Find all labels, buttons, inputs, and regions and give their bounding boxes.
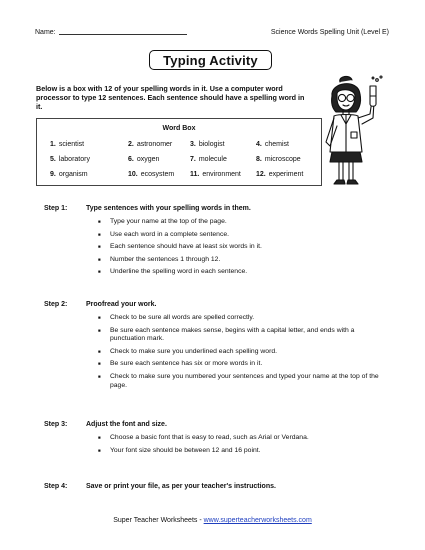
word-number: 4.	[256, 141, 262, 148]
word-number: 1.	[50, 141, 56, 148]
word-box-item	[50, 156, 90, 163]
bullet-item: ■ Check to be sure all words are spelled correctly.	[98, 314, 388, 323]
name-field	[35, 29, 187, 36]
footer	[0, 517, 425, 524]
step-1-heading: Type sentences with your spelling words in them.	[86, 205, 251, 212]
word-box-item	[50, 171, 88, 178]
step-2-heading: Proofread your work.	[86, 301, 157, 308]
word-box-item	[128, 171, 174, 178]
step-4-label: Step 4:	[44, 483, 68, 490]
bullet-item: ■ Choose a basic font that is easy to read, such as Arial or Verdana.	[98, 434, 388, 443]
word-text: oxygen	[136, 156, 160, 163]
bullet-item: ■ Your font size should be between 12 and 16 point.	[98, 447, 388, 456]
word-number: 10.	[128, 171, 138, 178]
step-3-label: Step 3:	[44, 421, 68, 428]
unit-label: Science Words Spelling Unit (Level E)	[270, 29, 389, 36]
word-box-title: Word Box	[162, 125, 196, 132]
footer-text: Super Teacher Worksheets -	[113, 517, 204, 524]
word-text: astronomer	[136, 141, 173, 148]
word-text: organism	[58, 171, 88, 178]
page-title: Typing Activity	[149, 50, 272, 70]
scientist-girl-illustration	[310, 74, 390, 192]
name-label: Name:	[35, 29, 56, 36]
word-text: microscope	[264, 156, 301, 163]
bullet-item: ■ Each sentence should have at least six words in it.	[98, 243, 388, 252]
bullet-item: ■ Number the sentences 1 through 12.	[98, 256, 388, 265]
bullet-item: ■ Use each word in a complete sentence.	[98, 231, 388, 240]
word-number: 12.	[256, 171, 266, 178]
word-number: 9.	[50, 171, 56, 178]
word-number: 7.	[190, 156, 196, 163]
word-box-item	[50, 141, 84, 148]
word-box-item	[256, 141, 289, 148]
word-box-item	[128, 156, 159, 163]
word-text: biologist	[198, 141, 225, 148]
step-4-heading: Save or print your file, as per your teacher's instructions.	[86, 483, 276, 490]
word-box	[36, 118, 322, 186]
word-number: 3.	[190, 141, 196, 148]
step-2-bullets	[98, 314, 388, 394]
word-box-item	[256, 156, 301, 163]
intro-text: Below is a box with 12 of your spelling words in it. Use a computer word processor to type 12 sentences. Each sentence should have a spelling word in it.	[36, 84, 305, 111]
step-3-bullets	[98, 434, 388, 459]
word-text: molecule	[198, 156, 227, 163]
word-text: scientist	[58, 141, 85, 148]
bullet-item: ■ Be sure each sentence has six or more words in it.	[98, 360, 388, 369]
word-box-item	[190, 141, 225, 148]
word-number: 2.	[128, 141, 134, 148]
word-text: ecosystem	[140, 171, 175, 178]
word-number: 8.	[256, 156, 262, 163]
word-number: 5.	[50, 156, 56, 163]
bullet-item: ■ Check to make sure you numbered your sentences and typed your name at the top of the page.	[98, 373, 388, 390]
word-box-item	[128, 141, 172, 148]
step-3-heading: Adjust the font and size.	[86, 421, 167, 428]
step-1-bullets	[98, 218, 388, 281]
step-1-label: Step 1:	[44, 205, 68, 212]
word-text: chemist	[264, 141, 289, 148]
step-2-label: Step 2:	[44, 301, 68, 308]
word-number: 6.	[128, 156, 134, 163]
bullet-item: ■ Be sure each sentence makes sense, begins with a capital letter, and ends with a punctuation mark.	[98, 327, 388, 344]
word-box-item	[190, 171, 241, 178]
bullet-item: ■ Type your name at the top of the page.	[98, 218, 388, 227]
word-box-item	[256, 171, 303, 178]
word-box-item	[190, 156, 227, 163]
bullet-item: ■ Check to make sure you underlined each spelling word.	[98, 348, 388, 357]
word-text: experiment	[268, 171, 304, 178]
word-number: 11.	[190, 171, 200, 178]
word-text: environment	[202, 171, 241, 178]
name-line	[59, 34, 187, 35]
word-text: laboratory	[58, 156, 90, 163]
bullet-item: ■ Underline the spelling word in each sentence.	[98, 268, 388, 277]
footer-link[interactable]: www.superteacherworksheets.com	[203, 517, 312, 524]
